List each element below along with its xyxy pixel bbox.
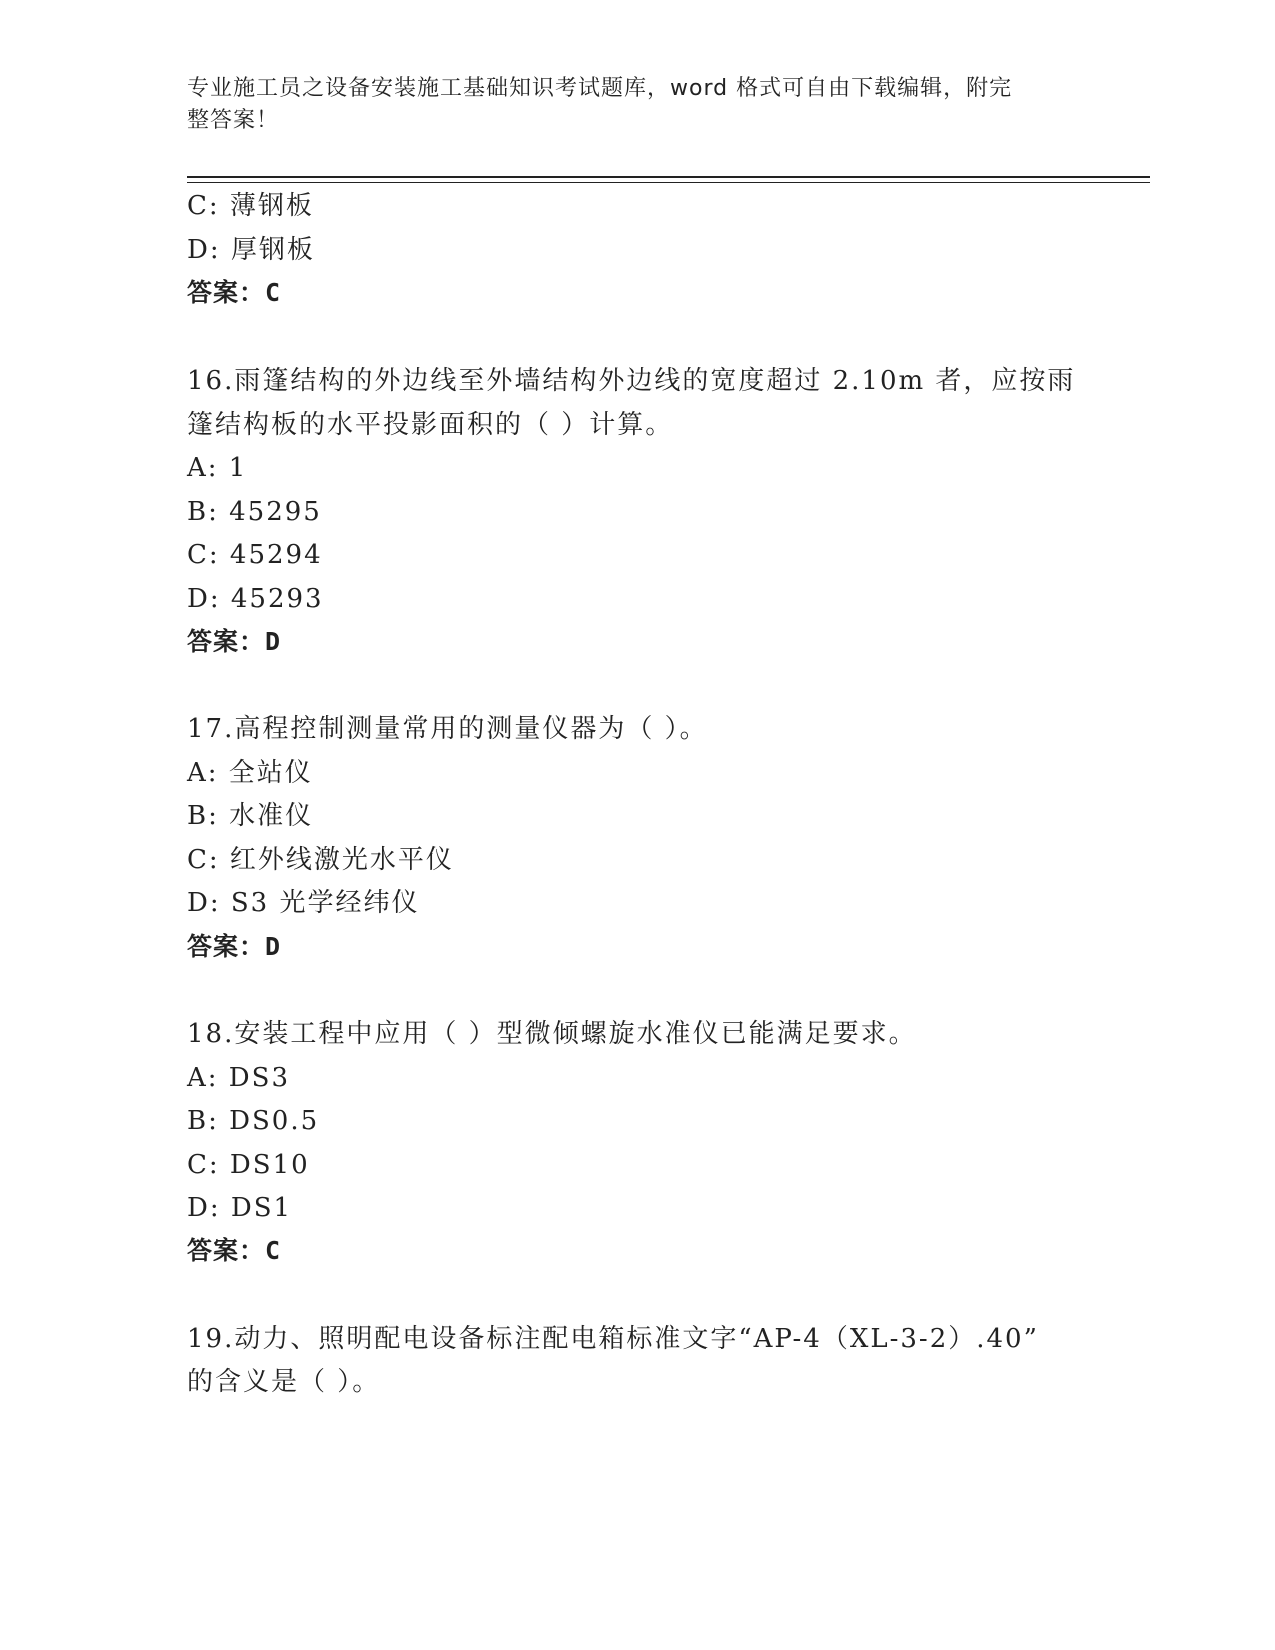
q19-stem-line-2: 的含义是（ ）。 xyxy=(187,1367,381,1397)
q17-stem-line-1: 17.高程控制测量常用的测量仪器为（ ）。 xyxy=(187,714,708,744)
q16-option-d: D: 45293 xyxy=(187,584,324,614)
q17-option-b: B: 水准仪 xyxy=(187,801,314,831)
q18-option-b: B: DS0.5 xyxy=(187,1106,320,1136)
header-line-1: 专业施工员之设备安装施工基础知识考试题库，word 格式可自由下载编辑，附完 xyxy=(187,76,1013,101)
answer-value: C xyxy=(265,1236,282,1265)
q18-option-a: A: DS3 xyxy=(187,1063,290,1093)
q18-option-c: C: DS10 xyxy=(187,1150,310,1180)
header-rule-thick xyxy=(187,176,1150,178)
answer-label: 答案： xyxy=(187,627,266,656)
answer-label: 答案： xyxy=(187,932,266,961)
answer-value: C xyxy=(265,278,282,307)
q16-option-a: A: 1 xyxy=(187,453,248,483)
q17-option-a: A: 全站仪 xyxy=(187,758,313,788)
header-line-2: 整答案！ xyxy=(187,108,280,133)
q17-option-c: C: 红外线激光水平仪 xyxy=(187,845,454,875)
q18-answer xyxy=(187,1236,281,1266)
q17-option-d: D: S3 光学经纬仪 xyxy=(187,888,420,918)
q15-option-c: C: 薄钢板 xyxy=(187,191,314,221)
answer-value: D xyxy=(265,932,282,961)
q16-option-c: C: 45294 xyxy=(187,540,323,570)
q16-answer xyxy=(187,627,281,657)
q15-option-d: D: 厚钢板 xyxy=(187,235,315,265)
answer-value: D xyxy=(265,627,282,656)
q16-option-b: B: 45295 xyxy=(187,497,322,527)
answer-label: 答案： xyxy=(187,278,266,307)
q17-answer xyxy=(187,932,281,962)
q16-stem-line-1: 16.雨篷结构的外边线至外墙结构外边线的宽度超过 2.10m 者，应按雨 xyxy=(187,366,1076,396)
header-rule-thin xyxy=(187,182,1150,183)
document-header xyxy=(187,73,1067,137)
q19-stem-line-1: 19.动力、照明配电设备标注配电箱标准文字“AP-4（XL-3-2）.40” xyxy=(187,1324,1039,1354)
answer-label: 答案： xyxy=(187,1236,266,1265)
q15-answer xyxy=(187,278,281,308)
q16-stem-line-2: 篷结构板的水平投影面积的（ ）计算。 xyxy=(187,410,674,440)
q18-stem-line-1: 18.安装工程中应用（ ）型微倾螺旋水准仪已能满足要求。 xyxy=(187,1019,917,1049)
q18-option-d: D: DS1 xyxy=(187,1193,293,1223)
